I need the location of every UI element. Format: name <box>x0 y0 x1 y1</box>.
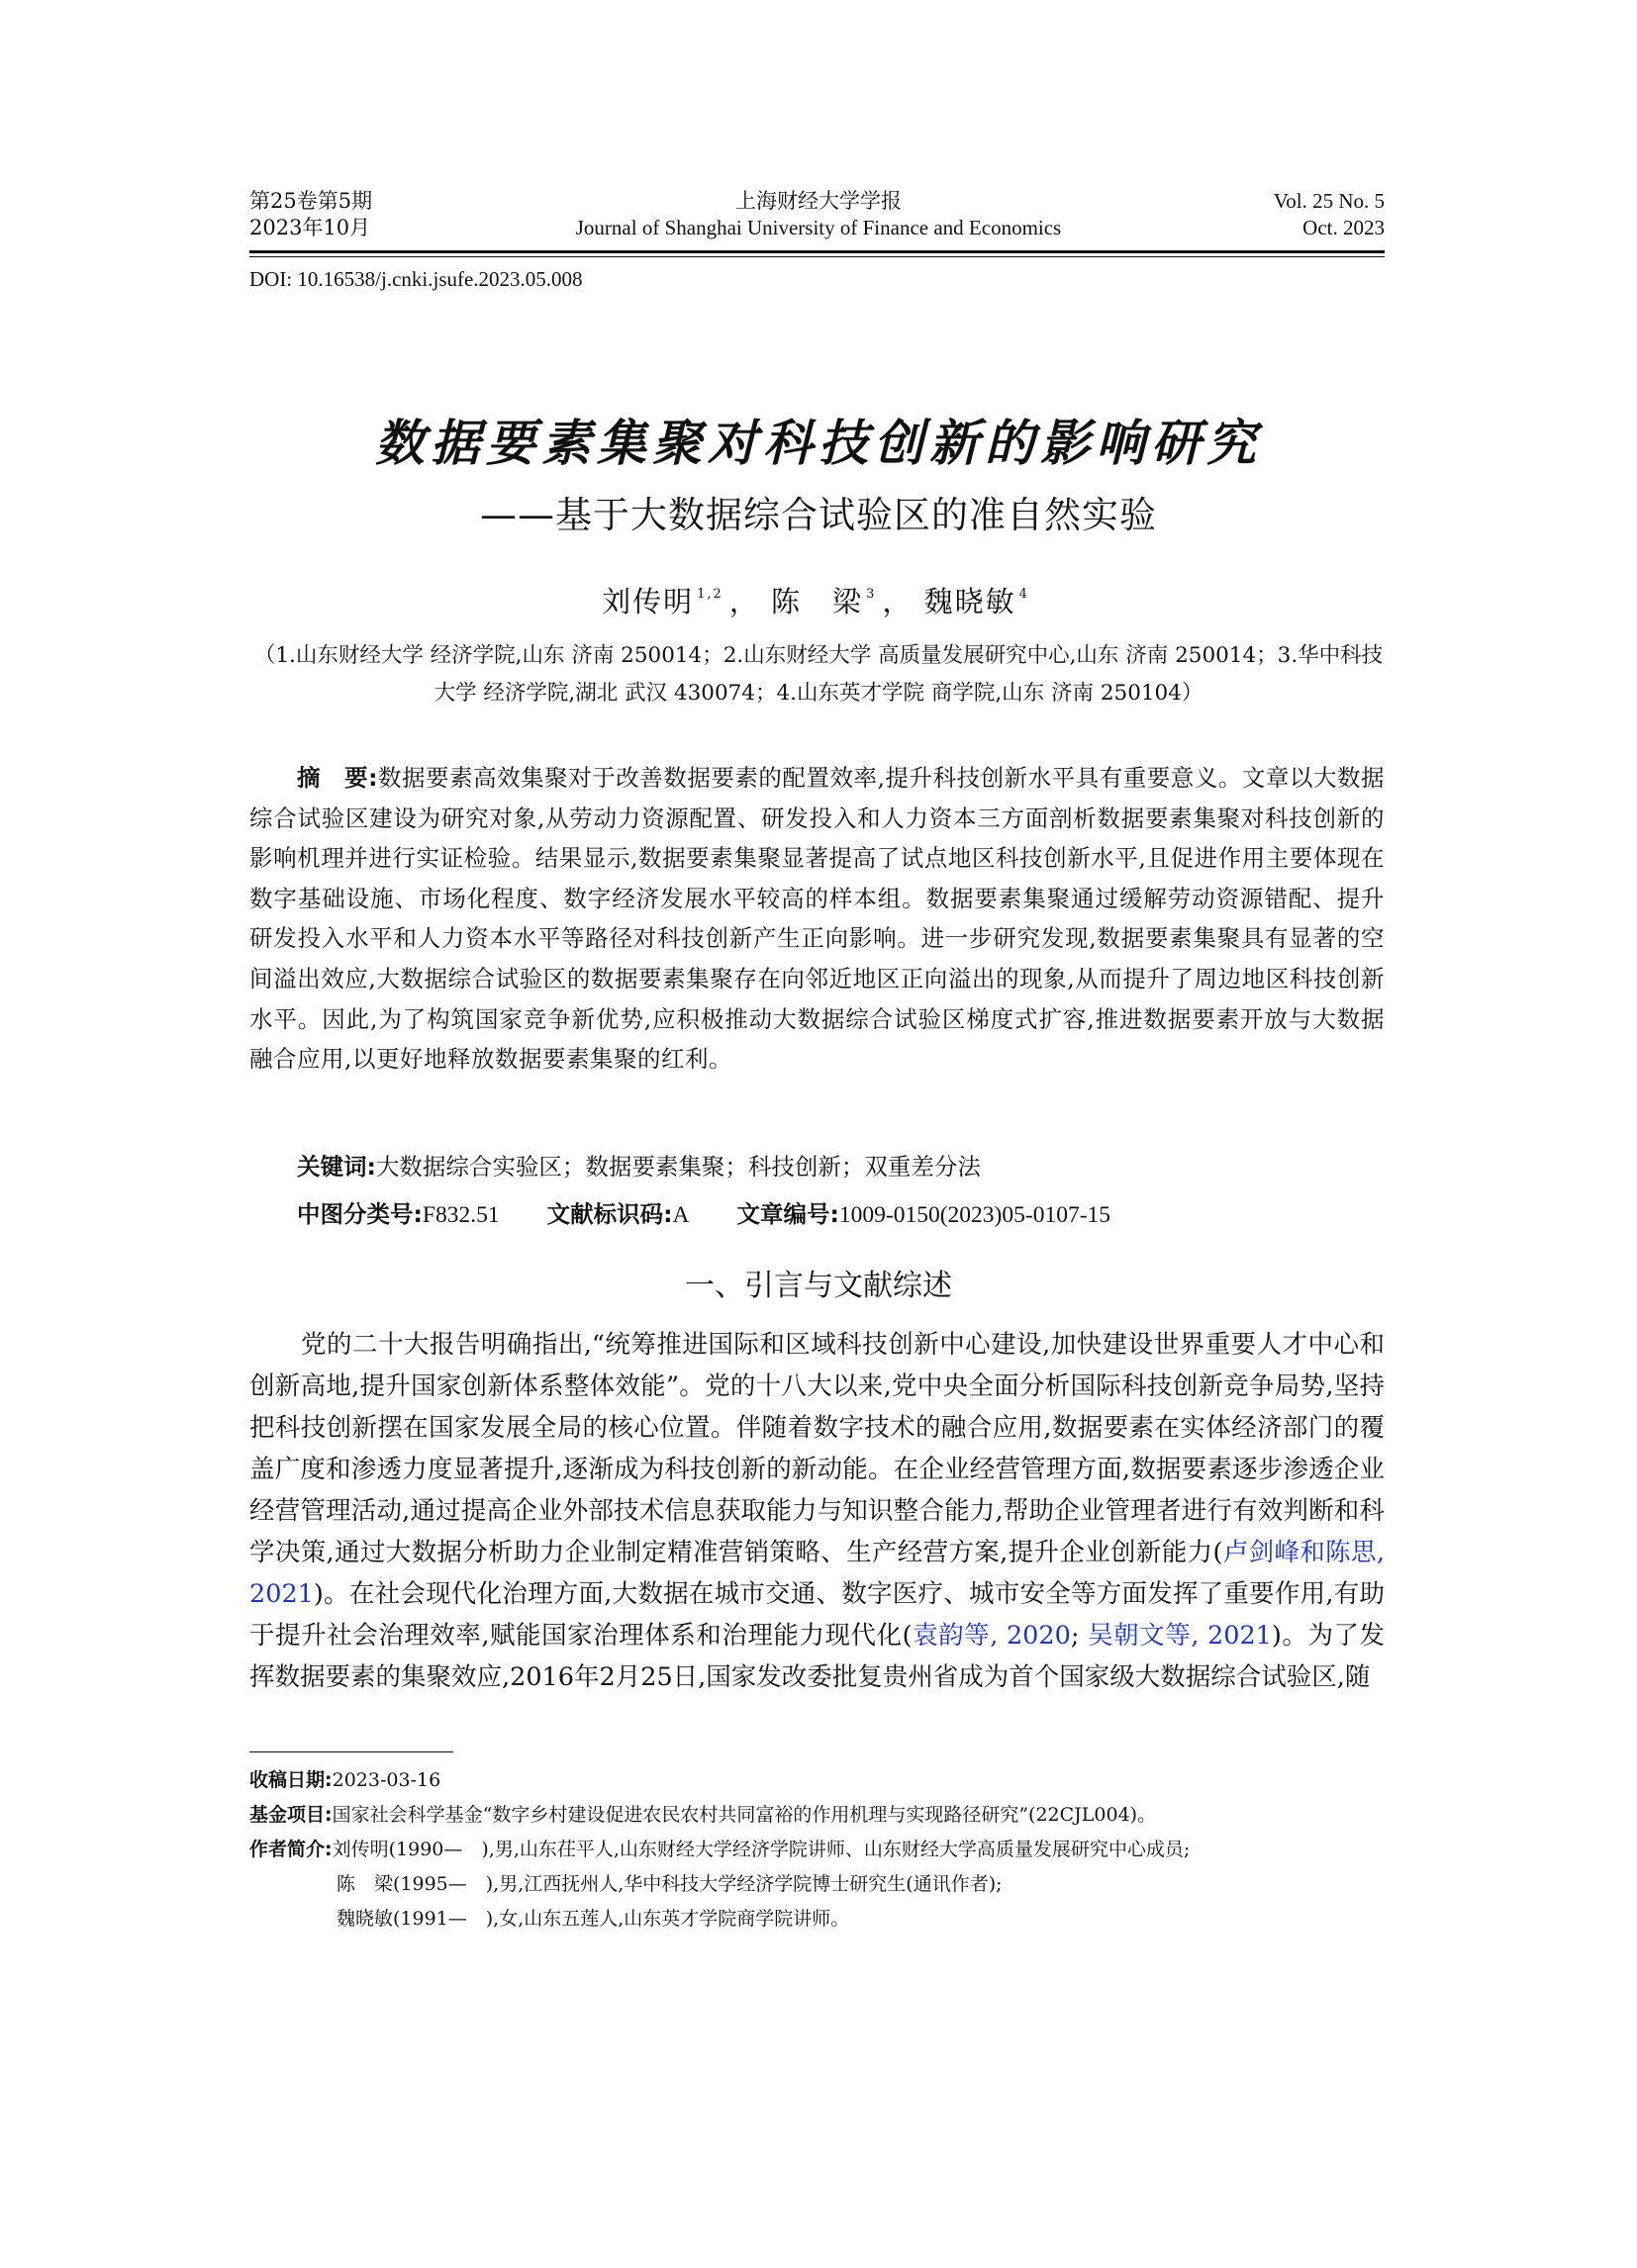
abstract-text: 数据要素高效集聚对于改善数据要素的配置效率,提升科技创新水平具有重要意义。文章以大数据综合试验区建设为研究对象,从劳动力资源配置、研发投入和人力资本三方面剖析数据要素集聚对科技创新的影响机理并进行实证检验。结果显示,数据要素集聚显著提高了试点地区科技创新水平,且促进作用主要体现在数字基础设施、市场化程度、数字经济发展水平较高的样本组。数据要素集聚通过缓解劳动资源错配、提升研发投入水平和人力资本水平等路径对科技创新产生正向影响。进一步研究发现,数据要素集聚具有显著的空间溢出效应,大数据综合试验区的数据要素集聚存在向邻近地区正向溢出的现象,从而提升了周边地区科技创新水平。因此,为了构筑国家竞争新优势,应积极推动大数据综合试验区梯度式扩容,推进数据要素开放与大数据融合应用,以更好地释放数据要素集聚的红利。 <box>249 764 1386 1074</box>
author-separator: ， <box>882 585 914 618</box>
body-text: )。在社会现代化治理方面,大数据在城市交通、数字医疗、城市安全等方面发挥了重要作用,有助于提升社会治理效率,赋能国家治理体系和治理能力现代化( <box>249 1579 1385 1651</box>
bio-line: 陈 梁(1995— ),男,江西抚州人,华中科技大学经济学院博士研究生(通讯作者); <box>337 1873 1003 1895</box>
journal-name <box>0 188 1637 241</box>
article-number-value: 1009-0150(2023)05-0107-15 <box>838 1202 1111 1228</box>
received-value: 2023-03-16 <box>332 1769 441 1791</box>
received-date <box>249 1768 440 1792</box>
volume-issue-en: Vol. 25 No. 5 <box>1273 189 1385 213</box>
author-affiliation-mark: 1,2 <box>697 587 723 602</box>
article-number-label: 文章编号: <box>736 1200 839 1228</box>
author-separator: ， <box>728 585 760 618</box>
doi[interactable]: DOI: 10.16538/j.cnki.jsufe.2023.05.008 <box>249 267 583 291</box>
body-paragraph <box>249 1324 1385 1698</box>
issue-date: 2023年10月 <box>249 216 371 239</box>
journal-name-en: Journal of Shanghai University of Finance and Economics <box>575 216 1062 239</box>
abstract <box>249 758 1385 1080</box>
doc-code-label: 文献标识码: <box>546 1200 673 1228</box>
keywords <box>297 1148 981 1181</box>
header-rule-thin <box>249 256 1385 257</box>
issue-date-en: Oct. 2023 <box>1302 216 1385 239</box>
body-text: )。为了发挥数据要素的集聚效应,2016年2月25日,国家发改委批复贵州省成为首个国家级大数据综合试验区,随 <box>249 1621 1386 1692</box>
author-affiliation-mark: 3 <box>866 587 877 602</box>
clc-value: F832.51 <box>422 1202 500 1228</box>
abstract-label: 摘 要: <box>297 764 378 792</box>
citation-link[interactable]: 吴朝文等, 2021 <box>1088 1621 1272 1651</box>
author-list <box>0 580 1637 620</box>
keywords-text: 大数据综合实验区；数据要素集聚；科技创新；双重差分法 <box>375 1153 981 1181</box>
footnote-rule <box>249 1751 453 1752</box>
paper-subtitle: ——基于大数据综合试验区的准自然实验 <box>480 494 1157 536</box>
author-name: 刘传明 <box>602 585 695 618</box>
journal-name-cn: 上海财经大学学报 <box>735 189 902 213</box>
bio-line: 魏晓敏(1991— ),女,山东五莲人,山东英才学院商学院讲师。 <box>337 1908 850 1930</box>
citation-separator: ; <box>1070 1621 1089 1651</box>
header-rule-thick <box>249 250 1385 253</box>
section-heading: 一、引言与文献综述 <box>685 1269 952 1303</box>
paper-title: 数据要素集聚对科技创新的影响研究 <box>375 414 1262 472</box>
citation-link[interactable]: 卢剑峰和陈思, 2021 <box>249 1538 1385 1609</box>
bio-label: 作者简介: <box>249 1839 333 1860</box>
fund-label: 基金项目: <box>249 1804 333 1826</box>
journal-issue-info-en <box>1274 188 1385 241</box>
classification-line <box>297 1195 1110 1229</box>
doc-code-value: A <box>672 1202 690 1228</box>
fund-info <box>249 1803 1156 1827</box>
volume-issue: 第25卷第5期 <box>249 189 373 213</box>
body-text: 党的二十大报告明确指出,“统筹推进国际和区域科技创新中心建设,加快建设世界重要人才中心和创新高地,提升国家创新体系整体效能”。党的十八大以来,党中央全面分析国际科技创新竞争局势,坚持把科技创新摆在国家发展全局的核心位置。伴随着数字技术的融合应用,数据要素在实体经济部门的覆盖广度和渗透力度显著提升,逐渐成为科技创新的新动能。在企业经营管理方面,数据要素逐步渗透企业经营管理活动,通过提高企业外部技术信息获取能力与知识整合能力,帮助企业管理者进行有效判断和科学决策,通过大数据分析助力企业制定精准营销策略、生产经营方案,提升企业创新能力( <box>249 1330 1385 1567</box>
author-affiliation-mark: 4 <box>1018 587 1029 602</box>
fund-value: 国家社会科学基金“数字乡村建设促进农民农村共同富裕的作用机理与实现路径研究”(22CJL004)。 <box>332 1804 1157 1826</box>
affiliations: （1.山东财经大学 经济学院,山东 济南 250014；2.山东财经大学 高质量发展研究中心,山东 济南 250014；3.华中科技大学 经济学院,湖北 武汉 430074；4.山东英才学院 商学院,山东 济南 250104） <box>253 643 1384 706</box>
clc-label: 中图分类号: <box>297 1200 423 1228</box>
received-label: 收稿日期: <box>249 1769 333 1791</box>
author-bio <box>249 1838 1190 1861</box>
author-name: 陈 梁 <box>771 585 864 618</box>
bio-line: 刘传明(1990— ),男,山东茌平人,山东财经大学经济学院讲师、山东财经大学高质量发展研究中心成员; <box>332 1839 1191 1860</box>
citation-link[interactable]: 袁韵等, 2020 <box>912 1621 1071 1651</box>
author-name: 魏晓敏 <box>923 585 1016 618</box>
keywords-label: 关键词: <box>297 1153 376 1181</box>
